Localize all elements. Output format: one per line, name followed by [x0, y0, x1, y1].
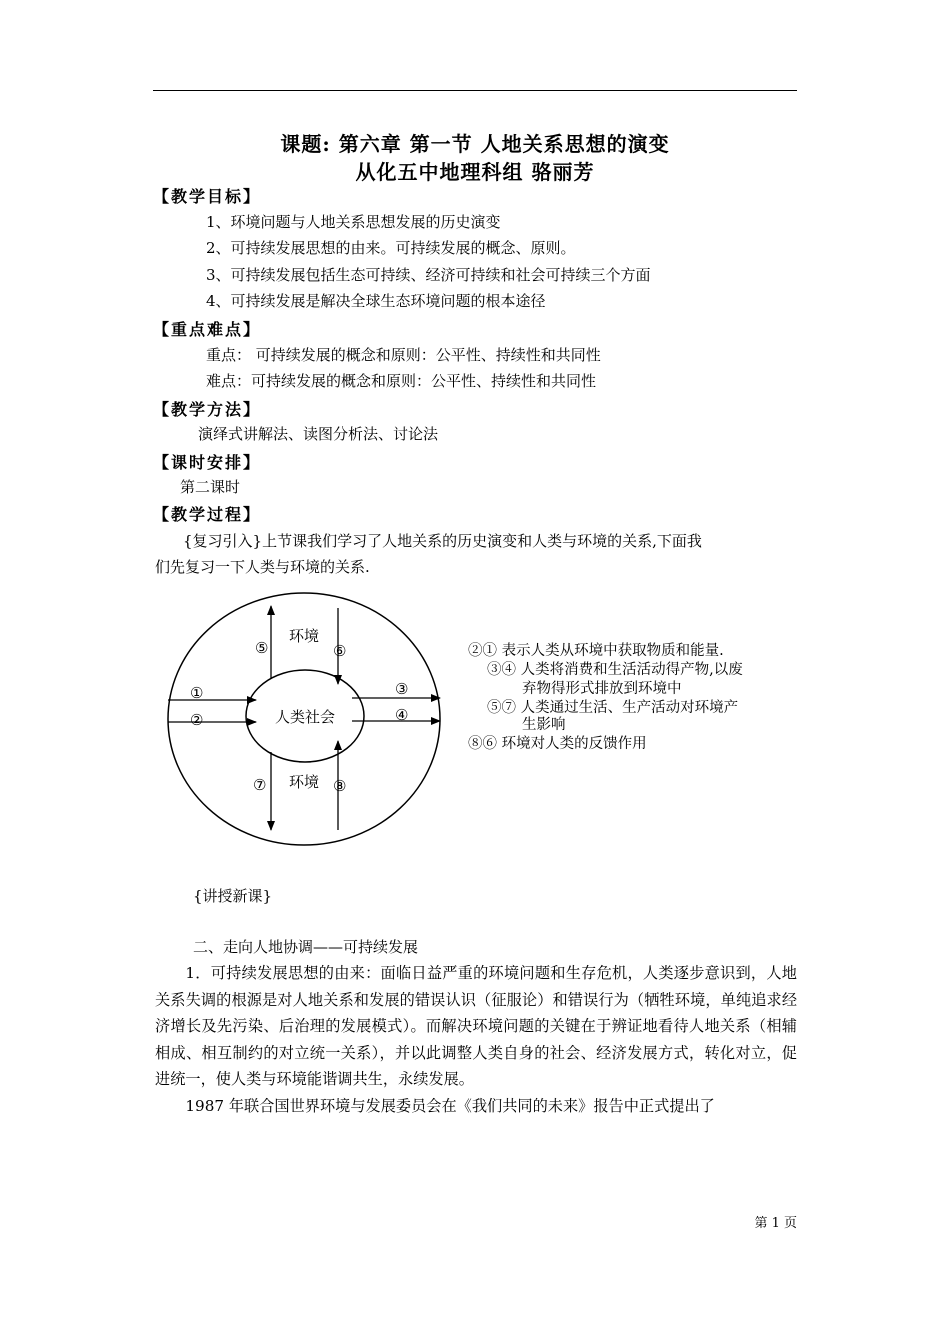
legend-line: ⑧⑥ 环境对人类的反馈作用: [468, 736, 647, 752]
arrow-3-number: ③: [395, 680, 409, 698]
arrow-6-number: ⑥: [333, 642, 347, 660]
human-society-label: 人类社会: [275, 708, 336, 726]
review-text-line1: {复习引入}上节课我们学习了人地关系的历史演变和人类与环境的关系,下面我: [183, 532, 702, 550]
body-paragraphs: [155, 960, 797, 1120]
header-rule: [153, 90, 797, 91]
new-lesson-label: {讲授新课}: [193, 887, 273, 905]
arrow-1-number: ①: [190, 684, 204, 702]
arrow-2-number: ②: [190, 711, 204, 729]
environment-label-top: 环境: [289, 627, 320, 645]
paragraph-origin: 1．可持续发展思想的由来：面临日益严重的环境问题和生存危机，人类逐步意识到，人地关系失调的根源是对人地关系和发展的错误认识（征服论）和错误行为（牺牲环境，单纯追求经济增长及先污染、后治理的发展模式）。而解决环境问题的关键在于辨证地看待人地关系（相辅相成、相互制约的对立统一关系），并以此调整人类自身的社会、经济发展方式，转化对立，促进统一，使人类与环境能谐调共生，永续发展。: [155, 964, 797, 1089]
human-environment-diagram: [160, 588, 460, 853]
arrow-7-number: ⑦: [253, 776, 267, 794]
arrow-8-number: ⑧: [333, 777, 347, 795]
schedule-heading: 【课时安排】: [153, 453, 262, 472]
review-text-line2: 们先复习一下人类与环境的关系.: [155, 558, 370, 576]
methods-heading: 【教学方法】: [153, 400, 262, 419]
legend-line: 生影响: [522, 717, 566, 733]
arrow-4-number: ④: [395, 706, 409, 724]
legend-line: 弃物得形式排放到环境中: [522, 681, 682, 697]
process-heading: 【教学过程】: [153, 505, 262, 524]
page-number: 第 1 页: [754, 1216, 797, 1231]
section-heading: 二、走向人地协调——可持续发展: [193, 938, 419, 956]
schedule-text: 第二课时: [180, 478, 241, 496]
arrow-5-number: ⑤: [255, 639, 269, 657]
legend-line: ②① 表示人类从环境中获取物质和能量.: [468, 643, 724, 659]
legend-line: ⑤⑦ 人类通过生活、生产活动对环境产: [487, 700, 739, 716]
page-subtitle: 从化五中地理科组 骆丽芳: [355, 160, 595, 184]
key-points-heading: 【重点难点】: [153, 320, 262, 339]
environment-label-bottom: 环境: [289, 773, 320, 791]
page-title: 课题: 第六章 第一节 人地关系思想的演变: [280, 132, 670, 156]
paragraph-1987: 1987 年联合国世界环境与发展委员会在《我们共同的未来》报告中正式提出了: [185, 1096, 715, 1115]
objective-item: 4、可持续发展是解决全球生态环境问题的根本途径: [206, 292, 546, 310]
objective-item: 2、可持续发展思想的由来。可持续发展的概念、原则。: [206, 239, 576, 257]
objective-item: 1、环境问题与人地关系思想发展的历史演变: [206, 213, 501, 231]
objective-item: 3、可持续发展包括生态可持续、经济可持续和社会可持续三个方面: [206, 266, 651, 284]
legend-line: ③④ 人类将消费和生活活动得产物,以废: [487, 662, 743, 678]
key-point-text: 重点： 可持续发展的概念和原则：公平性、持续性和共同性: [206, 346, 601, 364]
methods-text: 演绎式讲解法、读图分析法、讨论法: [198, 425, 439, 443]
difficult-point-text: 难点：可持续发展的概念和原则：公平性、持续性和共同性: [206, 372, 597, 390]
objectives-heading: 【教学目标】: [153, 187, 262, 206]
